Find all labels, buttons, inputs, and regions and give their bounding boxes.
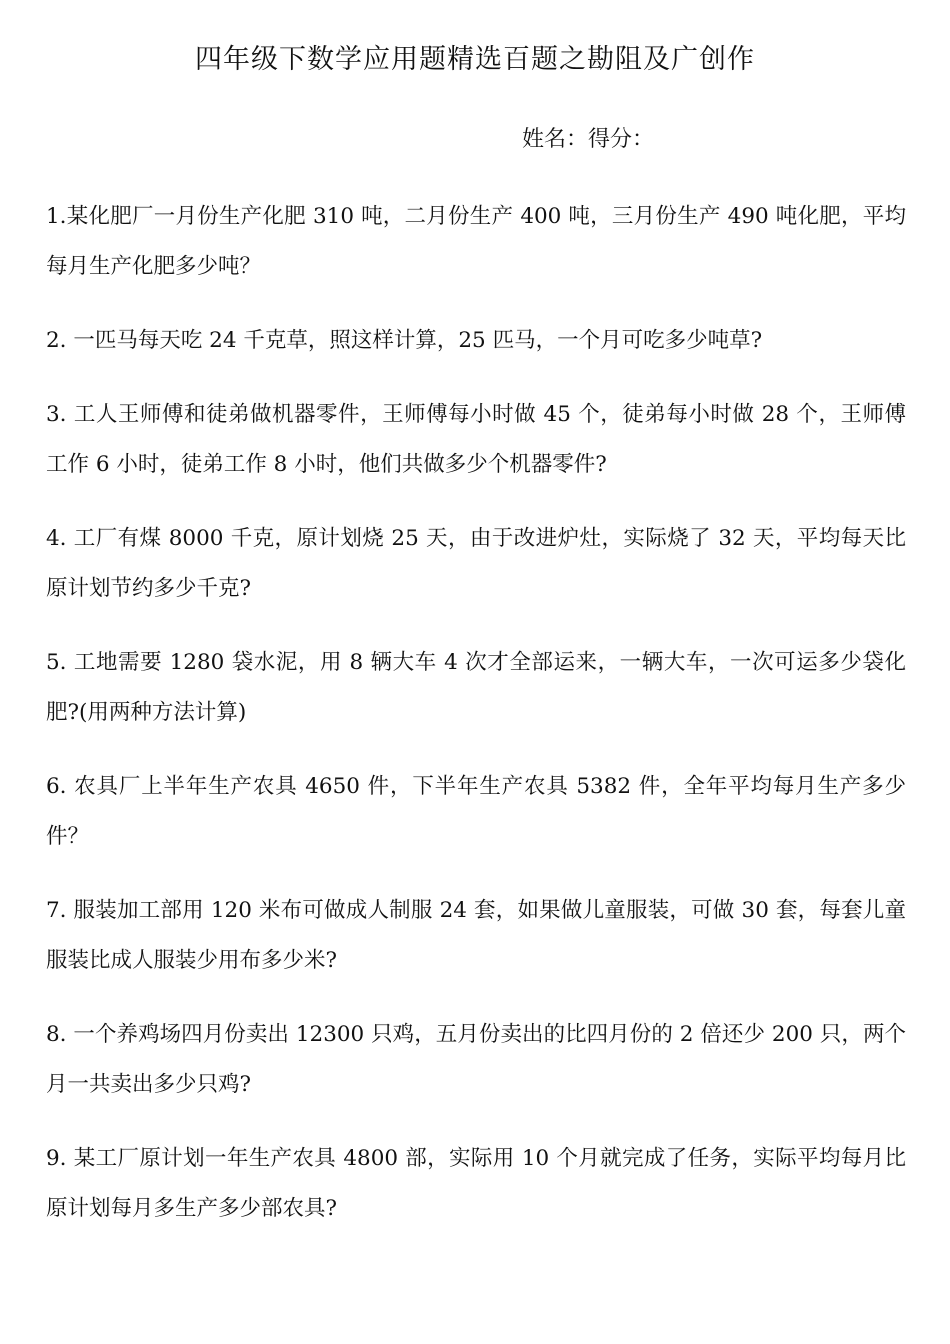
- question-item: 5. 工地需要 1280 袋水泥，用 8 辆大车 4 次才全部运来，一辆大车，一次可运多少袋化肥?(用两种方法计算): [46, 650, 906, 725]
- question-item: 1.某化肥厂一月份生产化肥 310 吨，二月份生产 400 吨，三月份生产 490 吨化肥，平均每月生产化肥多少吨？: [46, 204, 906, 279]
- question-list: [46, 192, 906, 1258]
- question-item: 7. 服装加工部用 120 米布可做成人制服 24 套，如果做儿童服装，可做 30 套，每套儿童服装比成人服装少用布多少米?: [46, 898, 906, 973]
- name-score-line: 姓名：得分：: [522, 127, 655, 152]
- question-item: 3. 工人王师傅和徒弟做机器零件，王师傅每小时做 45 个，徒弟每小时做 28 个，王师傅工作 6 小时，徒弟工作 8 小时，他们共做多少个机器零件?: [46, 402, 906, 477]
- question-item: 8. 一个养鸡场四月份卖出 12300 只鸡，五月份卖出的比四月份的 2 倍还少 200 只，两个月一共卖出多少只鸡?: [46, 1022, 906, 1097]
- question-item: 9. 某工厂原计划一年生产农具 4800 部，实际用 10 个月就完成了任务，实际平均每月比原计划每月多生产多少部农具?: [46, 1146, 906, 1221]
- question-item: 2. 一匹马每天吃 24 千克草，照这样计算，25 匹马，一个月可吃多少吨草?: [46, 328, 763, 353]
- question-item: 6. 农具厂上半年生产农具 4650 件，下半年生产农具 5382 件，全年平均每月生产多少件？: [46, 774, 906, 849]
- question-item: 4. 工厂有煤 8000 千克，原计划烧 25 天，由于改进炉灶，实际烧了 32 天，平均每天比原计划节约多少千克?: [46, 526, 906, 601]
- page-title: 四年级下数学应用题精选百题之勘阻及广创作: [195, 44, 755, 75]
